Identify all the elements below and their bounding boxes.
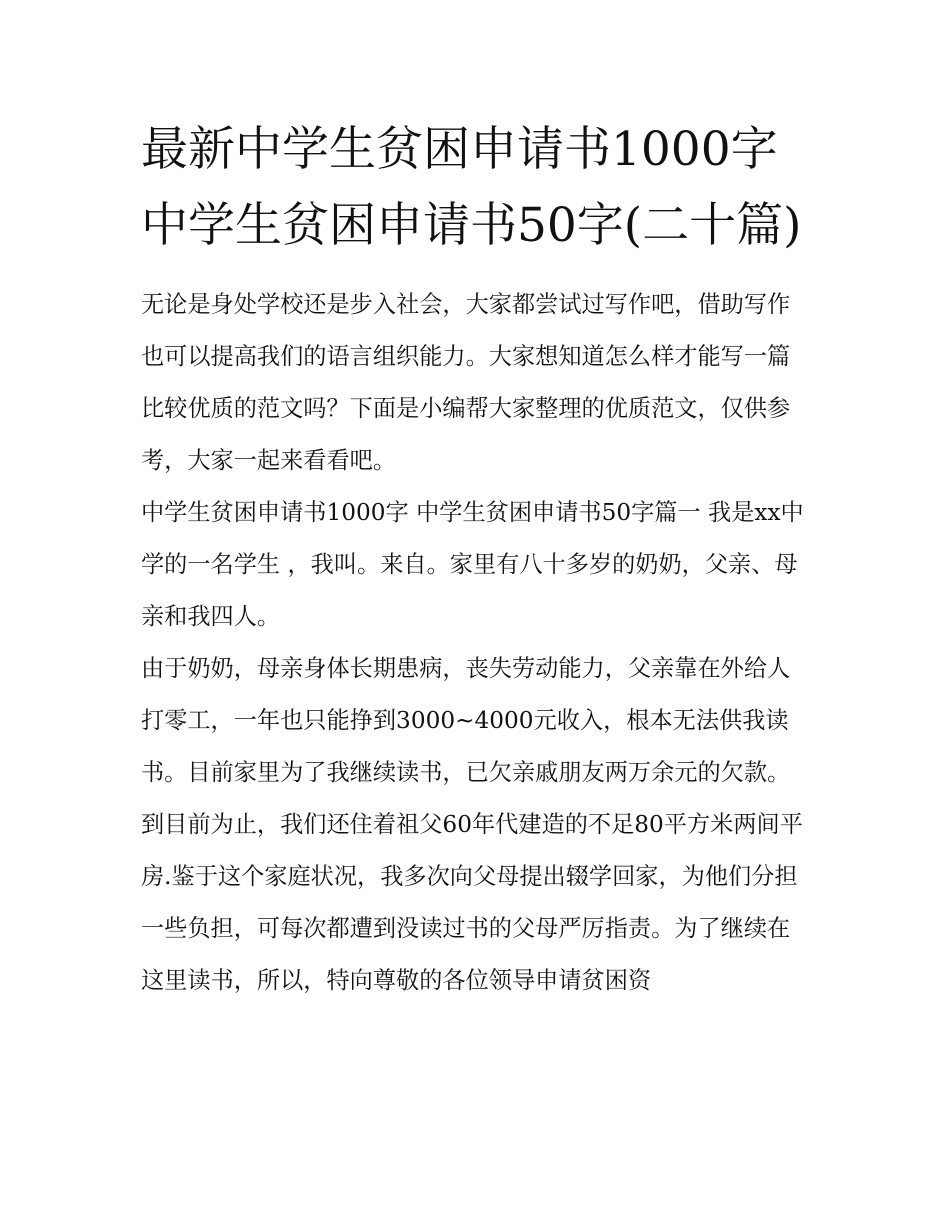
- paragraph-housing-request: 到目前为止，我们还住着祖父60年代建造的不足80平方米两间平房.鉴于这个家庭状况，我多次向父母提出辍学回家，为他们分担一些负担，可每次都遭到没读过书的父母严厉指责。为了继续在这里读书，所以，特向尊敬的各位领导申请贫困资: [141, 811, 803, 994]
- paragraph-family-situation: 由于奶奶，母亲身体长期患病，丧失劳动能力，父亲靠在外给人打零工，一年也只能挣到3000~4000元收入，根本无法供我读书。目前家里为了我继续读书，已欠亲戚朋友两万余元的欠款。: [141, 655, 791, 786]
- paragraph-applicant-info: 中学生贫困申请书1000字 中学生贫困申请书50字篇一 我是xx中学的一名学生 ，我叫。来自。家里有八十多岁的奶奶，父亲、母亲和我四人。: [141, 499, 804, 630]
- document-body: [141, 279, 813, 1007]
- document-title: 最新中学生贫困申请书1000字 中学生贫困申请书50字(二十篇): [141, 122, 802, 253]
- paragraph-intro: 无论是身处学校还是步入社会，大家都尝试过写作吧，借助写作也可以提高我们的语言组织能力。大家想知道怎么样才能写一篇比较优质的范文吗？下面是小编帮大家整理的优质范文，仅供参考，大家一起来看看吧。: [141, 291, 791, 474]
- document-content: [141, 112, 813, 1007]
